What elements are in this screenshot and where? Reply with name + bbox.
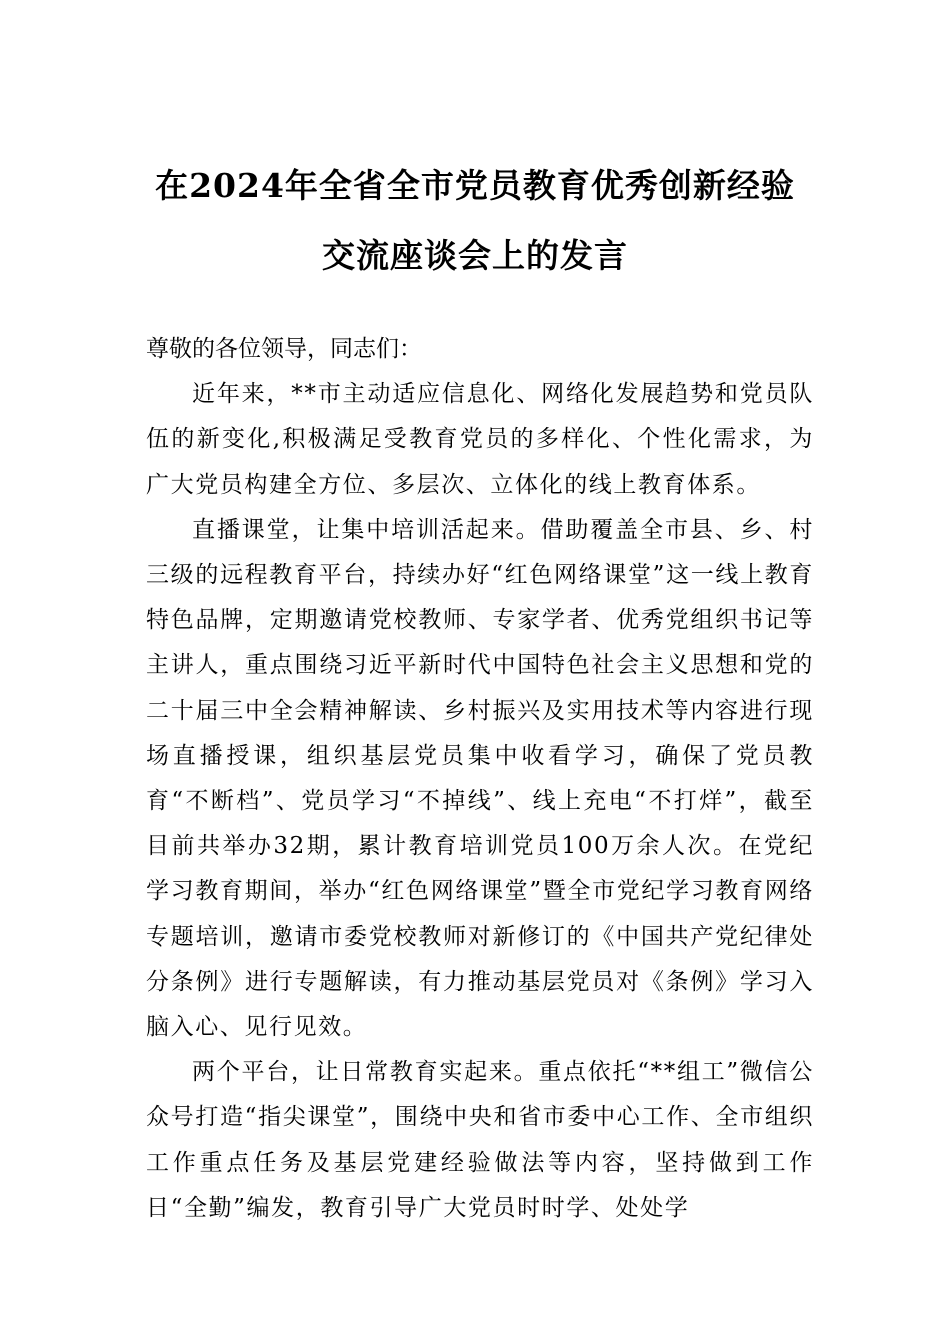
paragraph-two-platforms: 两个平台，让日常教育实起来。重点依托“**组工”微信公众号打造“指尖课堂”，围绕中央和省市委中心工作、全市组织工作重点任务及基层党建经验做法等内容，坚持做到工作日“全勤”编发，教育引导广大党员时时学、处处学 xyxy=(146,1059,814,1221)
paragraph-live-classroom: 直播课堂，让集中培训活起来。借助覆盖全市县、乡、村三级的远程教育平台，持续办好“红色网络课堂”这一线上教育特色品牌，定期邀请党校教师、专家学者、优秀党组织书记等主讲人，重点围绕习近平新时代中国特色社会主义思想和党的二十届三中全会精神解读、乡村振兴及实用技术等内容进行现场直播授课，组织基层党员集中收看学习，确保了党员教育“不断档”、党员学习“不掉线”、线上充电“不打烊”，截至目前共举办32期，累计教育培训党员100万余人次。在党纪学习教育期间，举办“红色网络课堂”暨全市党纪学习教育网络专题培训，邀请市委党校教师对新修订的《中国共产党纪律处分条例》进行专题解读，有力推动基层党员对《条例》学习入脑入心、见行见效。 xyxy=(146,516,814,1041)
salutation: 尊敬的各位领导，同志们： xyxy=(146,336,422,362)
document-title-line-2: 交流座谈会上的发言 xyxy=(322,236,628,275)
paragraph-intro: 近年来，**市主动适应信息化、网络化发展趋势和党员队伍的新变化,积极满足受教育党员的多样化、个性化需求，为广大党员构建全方位、多层次、立体化的线上教育体系。 xyxy=(146,381,814,498)
document-title-line-1: 在2024年全省全市党员教育优秀创新经验 xyxy=(155,166,795,205)
document-body xyxy=(146,327,814,1231)
